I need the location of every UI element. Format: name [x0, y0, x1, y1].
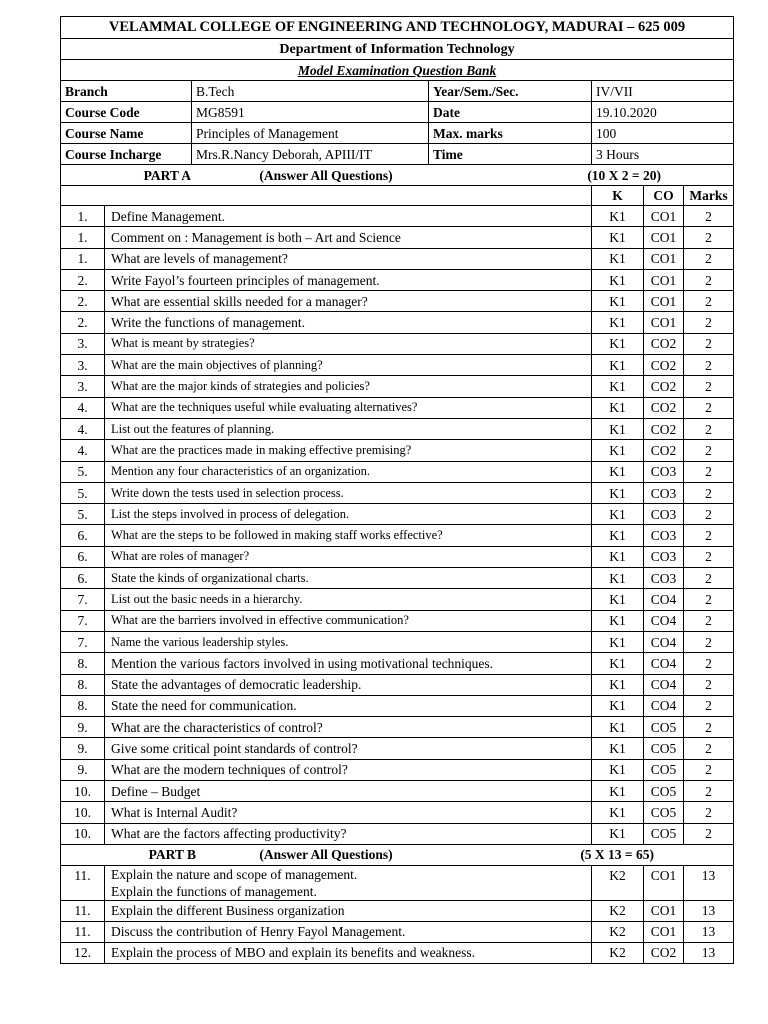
question-co: CO4: [644, 610, 684, 631]
question-number: 7.: [61, 589, 105, 610]
question-k: K1: [592, 589, 644, 610]
question-number: 11.: [61, 900, 105, 921]
time-label: Time: [429, 144, 592, 165]
question-co: CO2: [644, 397, 684, 418]
question-marks: 2: [684, 781, 734, 802]
question-marks: 2: [684, 546, 734, 567]
question-co: CO2: [644, 376, 684, 397]
question-text: What are the techniques useful while evaluating alternatives?: [105, 397, 592, 418]
question-text: List the steps involved in process of delegation.: [105, 504, 592, 525]
year-label: Year/Sem./Sec.: [429, 81, 592, 102]
question-co: CO5: [644, 823, 684, 844]
part-a-question-row: [61, 717, 734, 738]
question-marks: 13: [684, 942, 734, 963]
question-text: State the advantages of democratic leadership.: [105, 674, 592, 695]
question-bank-table: [60, 16, 734, 964]
question-k: K1: [592, 312, 644, 333]
question-k: K1: [592, 504, 644, 525]
part-b-question-row: [61, 942, 734, 963]
question-text-cell: [105, 942, 592, 963]
question-marks: 2: [684, 312, 734, 333]
question-text: Explain the process of MBO and explain its benefits and weakness.: [111, 945, 476, 961]
question-co: CO3: [644, 525, 684, 546]
question-number: 9.: [61, 717, 105, 738]
question-co: CO2: [644, 355, 684, 376]
question-number: 11.: [61, 921, 105, 942]
name-value: Principles of Management: [192, 123, 429, 144]
question-text: What are the barriers involved in effective communication?: [105, 610, 592, 631]
question-text: Define Management.: [105, 206, 592, 227]
question-text: What are the factors affecting productivity?: [105, 823, 592, 844]
question-marks: 2: [684, 759, 734, 780]
part-a-question-row: [61, 631, 734, 652]
question-number: 3.: [61, 376, 105, 397]
question-marks: 13: [684, 865, 734, 900]
question-k: K1: [592, 206, 644, 227]
question-marks: 2: [684, 717, 734, 738]
question-text: Explain the nature and scope of management.: [111, 866, 358, 882]
question-k: K2: [592, 942, 644, 963]
question-marks: 2: [684, 631, 734, 652]
question-text: What are the major kinds of strategies and policies?: [105, 376, 592, 397]
part-a-question-row: [61, 504, 734, 525]
part-a-question-row: [61, 418, 734, 439]
question-marks: 2: [684, 589, 734, 610]
question-marks: 2: [684, 568, 734, 589]
question-marks: 2: [684, 248, 734, 269]
question-text: Mention the various factors involved in using motivational techniques.: [105, 653, 592, 674]
question-number: 5.: [61, 504, 105, 525]
question-k: K1: [592, 674, 644, 695]
question-co: CO4: [644, 695, 684, 716]
question-co: CO1: [644, 865, 684, 900]
question-marks: 2: [684, 418, 734, 439]
question-number: 4.: [61, 440, 105, 461]
question-co: CO5: [644, 759, 684, 780]
question-marks: 2: [684, 653, 734, 674]
question-marks: 2: [684, 333, 734, 354]
question-marks: 2: [684, 440, 734, 461]
question-marks: 13: [684, 921, 734, 942]
question-marks: 2: [684, 291, 734, 312]
question-k: K1: [592, 653, 644, 674]
question-text-cell: [105, 921, 592, 942]
question-text: Discuss the contribution of Henry Fayol Management.: [111, 924, 406, 940]
question-k: K1: [592, 227, 644, 248]
part-a-marks: (10 X 2 = 20): [587, 167, 661, 183]
question-co: CO1: [644, 921, 684, 942]
question-number: 1.: [61, 227, 105, 248]
question-co: CO3: [644, 546, 684, 567]
question-marks: 2: [684, 738, 734, 759]
question-number: 10.: [61, 802, 105, 823]
question-text: Explain the different Business organization: [111, 903, 345, 919]
question-number: 12.: [61, 942, 105, 963]
question-text: What are the characteristics of control?: [105, 717, 592, 738]
question-co: CO1: [644, 900, 684, 921]
question-marks: 2: [684, 695, 734, 716]
column-header-blank: [61, 186, 592, 206]
part-a-question-row: [61, 312, 734, 333]
question-marks: 2: [684, 227, 734, 248]
question-number: 9.: [61, 759, 105, 780]
part-a-question-row: [61, 376, 734, 397]
question-marks: 2: [684, 674, 734, 695]
question-marks: 2: [684, 376, 734, 397]
question-text: Write Fayol’s fourteen principles of management.: [105, 269, 592, 290]
question-text: List out the features of planning.: [105, 418, 592, 439]
question-text: What are the steps to be followed in making staff works effective?: [105, 525, 592, 546]
question-number: 10.: [61, 781, 105, 802]
part-a-header: [61, 165, 734, 186]
question-number: 8.: [61, 653, 105, 674]
question-text-cell: [105, 900, 592, 921]
question-k: K1: [592, 291, 644, 312]
question-co: CO2: [644, 942, 684, 963]
question-text: What is Internal Audit?: [105, 802, 592, 823]
part-a-question-row: [61, 333, 734, 354]
question-number: 6.: [61, 568, 105, 589]
question-number: 4.: [61, 418, 105, 439]
question-k: K1: [592, 568, 644, 589]
question-text: What are the practices made in making effective premising?: [105, 440, 592, 461]
question-co: CO2: [644, 418, 684, 439]
question-text: Write the functions of management.: [105, 312, 592, 333]
question-number: 6.: [61, 546, 105, 567]
question-number: 1.: [61, 206, 105, 227]
part-a-question-row: [61, 206, 734, 227]
question-k: K1: [592, 376, 644, 397]
question-number: 11.: [61, 865, 105, 900]
college-title: VELAMMAL COLLEGE OF ENGINEERING AND TECHNOLOGY, MADURAI – 625 009: [61, 17, 734, 39]
question-k: K1: [592, 695, 644, 716]
part-a-question-row: [61, 461, 734, 482]
question-text: Write down the tests used in selection process.: [105, 482, 592, 503]
question-number: 3.: [61, 355, 105, 376]
part-a-question-row: [61, 759, 734, 780]
question-k: K1: [592, 440, 644, 461]
question-co: CO4: [644, 589, 684, 610]
question-co: CO2: [644, 333, 684, 354]
question-marks: 2: [684, 525, 734, 546]
question-k: K1: [592, 461, 644, 482]
question-k: K1: [592, 269, 644, 290]
question-text-cell: [105, 865, 592, 900]
incharge-label: Course Incharge: [61, 144, 192, 165]
code-value: MG8591: [192, 102, 429, 123]
part-a-question-row: [61, 291, 734, 312]
question-marks: 2: [684, 206, 734, 227]
date-value: 19.10.2020: [592, 102, 734, 123]
question-k: K1: [592, 802, 644, 823]
question-k: K1: [592, 355, 644, 376]
question-co: CO1: [644, 248, 684, 269]
question-co: CO5: [644, 738, 684, 759]
time-value: 3 Hours: [592, 144, 734, 165]
question-k: K2: [592, 900, 644, 921]
question-marks: 2: [684, 504, 734, 525]
part-a-question-row: [61, 738, 734, 759]
department-title: Department of Information Technology: [61, 39, 734, 60]
question-k: K1: [592, 610, 644, 631]
name-label: Course Name: [61, 123, 192, 144]
branch-label: Branch: [61, 81, 192, 102]
part-a-question-row: [61, 802, 734, 823]
part-b-question-row: [61, 921, 734, 942]
question-k: K1: [592, 418, 644, 439]
part-a-question-row: [61, 525, 734, 546]
part-a-question-row: [61, 823, 734, 844]
question-number: 4.: [61, 397, 105, 418]
year-value: IV/VII: [592, 81, 734, 102]
question-number: 6.: [61, 525, 105, 546]
marks-value: 100: [592, 123, 734, 144]
question-co: CO1: [644, 269, 684, 290]
question-number: 2.: [61, 312, 105, 333]
question-text: State the need for communication.: [105, 695, 592, 716]
question-k: K1: [592, 248, 644, 269]
question-k: K1: [592, 759, 644, 780]
question-marks: 2: [684, 397, 734, 418]
column-marks: Marks: [684, 186, 734, 206]
question-co: CO3: [644, 568, 684, 589]
part-a-question-row: [61, 568, 734, 589]
column-co: CO: [644, 186, 684, 206]
question-number: 5.: [61, 461, 105, 482]
question-text: List out the basic needs in a hierarchy.: [105, 589, 592, 610]
branch-value: B.Tech: [192, 81, 429, 102]
question-marks: 13: [684, 900, 734, 921]
question-number: 2.: [61, 269, 105, 290]
question-number: 7.: [61, 631, 105, 652]
part-a-question-row: [61, 269, 734, 290]
incharge-value: Mrs.R.Nancy Deborah, APIII/IT: [192, 144, 429, 165]
question-co: CO4: [644, 631, 684, 652]
question-marks: 2: [684, 802, 734, 823]
part-b-title: PART B: [148, 847, 196, 863]
date-label: Date: [429, 102, 592, 123]
question-text-secondary: Explain the functions of management.: [111, 883, 317, 899]
question-number: 8.: [61, 695, 105, 716]
question-number: 2.: [61, 291, 105, 312]
question-text: Define – Budget: [105, 781, 592, 802]
question-k: K1: [592, 738, 644, 759]
part-b-header-row: [61, 844, 734, 865]
question-marks: 2: [684, 823, 734, 844]
bank-title: Model Examination Question Bank: [61, 60, 734, 81]
question-number: 1.: [61, 248, 105, 269]
question-text: Mention any four characteristics of an organization.: [105, 461, 592, 482]
question-text: Name the various leadership styles.: [105, 631, 592, 652]
part-b-question-row: [61, 900, 734, 921]
part-b-marks: (5 X 13 = 65): [580, 847, 654, 863]
question-marks: 2: [684, 269, 734, 290]
column-k: K: [592, 186, 644, 206]
question-text: State the kinds of organizational charts.: [105, 568, 592, 589]
question-k: K1: [592, 823, 644, 844]
question-number: 9.: [61, 738, 105, 759]
part-a-question-row: [61, 653, 734, 674]
question-k: K1: [592, 546, 644, 567]
question-co: CO4: [644, 674, 684, 695]
code-label: Course Code: [61, 102, 192, 123]
question-text: What are the main objectives of planning?: [105, 355, 592, 376]
part-a-question-row: [61, 355, 734, 376]
question-text: What are roles of manager?: [105, 546, 592, 567]
question-marks: 2: [684, 461, 734, 482]
question-co: CO5: [644, 802, 684, 823]
question-co: CO5: [644, 781, 684, 802]
question-number: 7.: [61, 610, 105, 631]
question-k: K1: [592, 781, 644, 802]
question-bank-sheet: [60, 16, 733, 964]
question-marks: 2: [684, 482, 734, 503]
question-marks: 2: [684, 355, 734, 376]
question-k: K2: [592, 921, 644, 942]
question-co: CO3: [644, 461, 684, 482]
part-a-instruction: (Answer All Questions): [259, 167, 393, 183]
part-a-question-row: [61, 610, 734, 631]
question-number: 5.: [61, 482, 105, 503]
question-text: Comment on : Management is both – Art and Science: [105, 227, 592, 248]
question-marks: 2: [684, 610, 734, 631]
part-a-question-row: [61, 440, 734, 461]
question-text: What are levels of management?: [105, 248, 592, 269]
question-k: K1: [592, 631, 644, 652]
part-a-question-row: [61, 546, 734, 567]
part-a-question-row: [61, 589, 734, 610]
question-k: K1: [592, 482, 644, 503]
question-text: What are essential skills needed for a manager?: [105, 291, 592, 312]
question-number: 8.: [61, 674, 105, 695]
question-co: CO2: [644, 440, 684, 461]
part-a-question-row: [61, 482, 734, 503]
part-b-question-row: [61, 865, 734, 900]
question-co: CO1: [644, 206, 684, 227]
question-text: Give some critical point standards of control?: [105, 738, 592, 759]
question-k: K1: [592, 717, 644, 738]
marks-label: Max. marks: [429, 123, 592, 144]
part-a-question-row: [61, 397, 734, 418]
part-a-question-row: [61, 674, 734, 695]
question-k: K1: [592, 333, 644, 354]
question-text: What are the modern techniques of control?: [105, 759, 592, 780]
part-a-question-row: [61, 248, 734, 269]
question-k: K2: [592, 865, 644, 900]
question-co: CO4: [644, 653, 684, 674]
question-co: CO5: [644, 717, 684, 738]
part-a-question-row: [61, 781, 734, 802]
question-k: K1: [592, 397, 644, 418]
part-a-title: PART A: [143, 167, 191, 183]
part-b-header: [61, 844, 734, 865]
question-co: CO3: [644, 504, 684, 525]
question-number: 3.: [61, 333, 105, 354]
part-a-question-row: [61, 695, 734, 716]
part-a-question-row: [61, 227, 734, 248]
question-k: K1: [592, 525, 644, 546]
question-co: CO1: [644, 291, 684, 312]
question-text: What is meant by strategies?: [105, 333, 592, 354]
question-number: 10.: [61, 823, 105, 844]
question-co: CO1: [644, 227, 684, 248]
question-co: CO3: [644, 482, 684, 503]
part-b-instruction: (Answer All Questions): [259, 847, 393, 863]
question-co: CO1: [644, 312, 684, 333]
